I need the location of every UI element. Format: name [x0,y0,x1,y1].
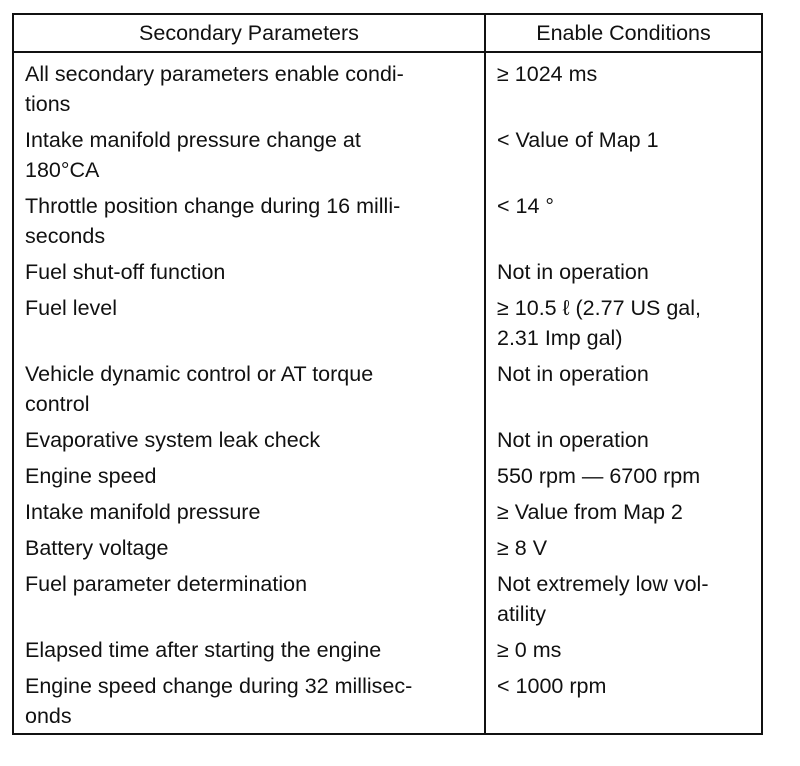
parameter-cell-line: All secondary parameters enable condi- [25,62,404,86]
parameter-cell-line: Fuel level [25,296,118,320]
condition-cell-line: < Value of Map 1 [497,128,659,152]
parameter-cell-line: seconds [25,224,106,248]
condition-cell [485,531,762,567]
condition-cell [485,255,762,291]
parameter-cell [13,531,485,567]
header-enable-conditions: Enable Conditions [485,14,762,52]
parameter-cell-line: Intake manifold pressure change at [25,128,361,152]
condition-cell-line: < 1000 rpm [497,674,607,698]
parameter-cell-line: Elapsed time after starting the engine [25,638,382,662]
secondary-parameters-table [12,13,763,735]
condition-cell [485,633,762,669]
condition-cell [485,459,762,495]
parameter-cell-line: Fuel shut-off function [25,260,226,284]
condition-cell-line: ≥ 0 ms [497,638,562,662]
condition-cell [485,669,762,734]
table-row [13,459,762,495]
parameter-cell-line: Battery voltage [25,536,169,560]
table-row [13,495,762,531]
parameter-cell [13,52,485,123]
condition-cell [485,123,762,189]
parameter-cell [13,459,485,495]
table-row [13,669,762,734]
table-body [13,52,762,734]
parameter-cell [13,189,485,255]
parameter-cell-line: 180°CA [25,158,100,182]
condition-cell [485,423,762,459]
condition-cell-line: ≥ 10.5 ℓ (2.77 US gal, [497,296,701,320]
condition-cell [485,291,762,357]
parameter-cell-line: Engine speed [25,464,157,488]
table-row [13,531,762,567]
condition-cell [485,52,762,123]
condition-cell-line: Not in operation [497,428,649,452]
parameter-cell [13,291,485,357]
table-row [13,255,762,291]
parameter-cell [13,357,485,423]
parameter-cell-line: onds [25,704,72,728]
parameter-cell-line: tions [25,92,71,116]
parameter-cell-line: Throttle position change during 16 milli- [25,194,401,218]
parameter-cell-line: Fuel parameter determination [25,572,308,596]
condition-cell-line: atility [497,602,546,626]
condition-cell-line: ≥ 1024 ms [497,62,598,86]
parameter-cell-line: Intake manifold pressure [25,500,261,524]
header-row [13,14,762,52]
condition-cell-line: 2.31 Imp gal) [497,326,623,350]
table-row [13,633,762,669]
table-row [13,423,762,459]
condition-cell-line: ≥ 8 V [497,536,548,560]
condition-cell [485,357,762,423]
parameter-cell-line: Vehicle dynamic control or AT torque [25,362,374,386]
condition-cell-line: Not in operation [497,260,649,284]
condition-cell-line: 550 rpm — 6700 rpm [497,464,701,488]
parameter-cell-line: control [25,392,90,416]
condition-cell-line: Not extremely low vol- [497,572,709,596]
parameter-cell [13,567,485,633]
parameter-cell-line: Evaporative system leak check [25,428,321,452]
table-row [13,291,762,357]
parameter-cell [13,669,485,734]
table-row [13,567,762,633]
condition-cell-line: < 14 ° [497,194,555,218]
parameter-cell-line: Engine speed change during 32 millisec- [25,674,413,698]
table-row [13,52,762,123]
table-row [13,189,762,255]
table-row [13,123,762,189]
header-secondary-parameters: Secondary Parameters [13,14,485,52]
table-header [13,14,762,52]
parameter-cell [13,495,485,531]
parameter-cell [13,123,485,189]
condition-cell [485,189,762,255]
parameter-cell [13,633,485,669]
condition-cell-line: Not in operation [497,362,649,386]
condition-cell-line: ≥ Value from Map 2 [497,500,683,524]
table-row [13,357,762,423]
condition-cell [485,567,762,633]
parameter-cell [13,255,485,291]
condition-cell [485,495,762,531]
parameter-cell [13,423,485,459]
